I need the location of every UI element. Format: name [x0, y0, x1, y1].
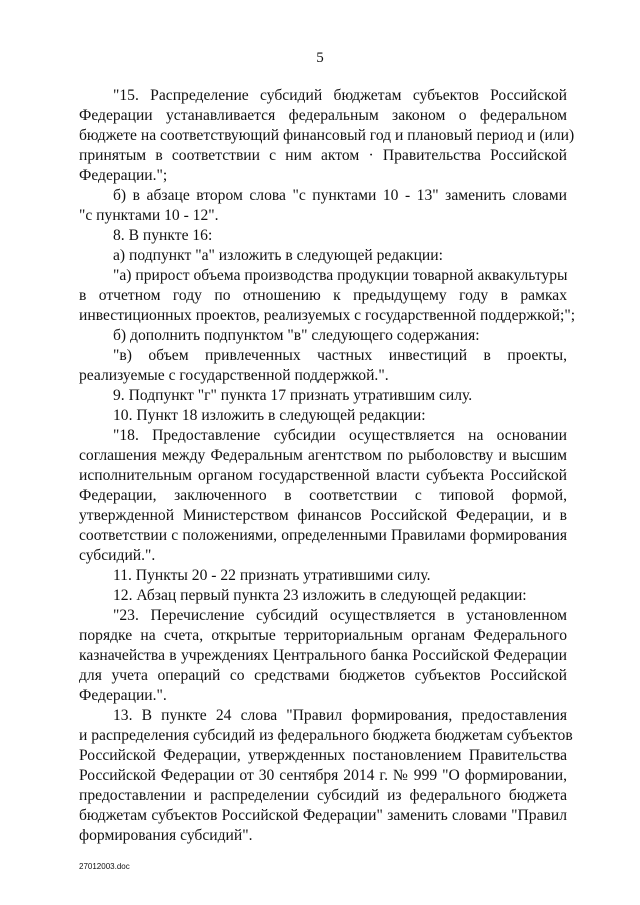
text-line: б) дополнить подпунктом "в" следующего содержания: — [113, 327, 480, 344]
text-line: "с пунктами 10 - 12". — [79, 207, 219, 224]
text-line: и распределения субсидий из федерального бюджета бюджетам субъектов — [79, 727, 573, 744]
text-line: 13. В пункте 24 слова "Правил формирования, предоставления — [113, 707, 567, 724]
text-line: б) в абзаце втором слова "с пунктами 10 - 13" заменить словами — [113, 187, 567, 204]
text-line: казначейства в учреждениях Центрального банка Российской Федерации — [79, 647, 567, 664]
text-line: "18. Предоставление субсидии осуществляется на основании — [113, 427, 567, 444]
footer-filename: 27012003.doc — [79, 862, 130, 871]
text-line: Российской Федерации, утвержденных постановлением Правительства — [79, 747, 567, 764]
text-line: реализуемые с государственной поддержкой.". — [79, 367, 389, 384]
text-line: принятым в соответствии с ним актом · Правительства Российской — [79, 147, 567, 164]
text-line: Федерации, заключенного в соответствии с типовой формой, — [79, 487, 567, 504]
text-line: "а) прирост объема производства продукции товарной аквакультуры — [113, 267, 568, 284]
text-line: инвестиционных проектов, реализуемых с государственной поддержкой;"; — [79, 307, 576, 324]
page-number: 5 — [316, 50, 324, 66]
text-line: соглашения между Федеральным агентством по рыболовству и высшим — [79, 447, 567, 464]
text-line: 9. Подпункт "г" пункта 17 признать утратившим силу. — [113, 387, 473, 404]
text-line: субсидий.". — [79, 547, 156, 564]
text-line: а) подпункт "а" изложить в следующей редакции: — [113, 247, 443, 264]
text-line: Федерации.". — [79, 687, 167, 704]
text-line: утвержденной Министерством финансов Российской Федерации, и в — [79, 507, 567, 524]
text-line: Федерации устанавливается федеральным законом о федеральном — [79, 107, 567, 124]
text-line: 12. Абзац первый пункта 23 изложить в следующей редакции: — [113, 587, 527, 604]
text-line: Российской Федерации от 30 сентября 2014 г. № 999 "О формировании, — [79, 767, 567, 784]
text-line: соответствии с положениями, определенными Правилами формирования — [79, 527, 567, 544]
text-line: бюджетам субъектов Российской Федерации" заменить словами "Правил — [79, 807, 567, 824]
text-line: формирования субсидий". — [79, 827, 253, 844]
document-body — [79, 86, 576, 846]
text-line: 10. Пункт 18 изложить в следующей редакции: — [113, 407, 426, 424]
text-line: бюджете на соответствующий финансовый год и плановый период и (или) — [79, 127, 575, 144]
text-line: "15. Распределение субсидий бюджетам субъектов Российской — [113, 87, 567, 104]
text-line: 11. Пункты 20 - 22 признать утратившими силу. — [113, 567, 431, 584]
text-line: 8. В пункте 16: — [113, 227, 213, 244]
text-line: для учета операций со средствами бюджетов субъектов Российской — [79, 667, 567, 684]
text-line: порядке на счета, открытые территориальным органам Федерального — [79, 627, 567, 644]
text-line: предоставлении и распределении субсидий из федерального бюджета — [79, 787, 567, 804]
text-line: "23. Перечисление субсидий осуществляется в установленном — [113, 607, 567, 624]
text-line: "в) объем привлеченных частных инвестиций в проекты, — [113, 347, 567, 364]
text-line: исполнительным органом государственной власти субъекта Российской — [79, 467, 567, 484]
text-line: Федерации."; — [79, 167, 168, 184]
text-line: в отчетном году по отношению к предыдущему году в рамках — [79, 287, 567, 304]
